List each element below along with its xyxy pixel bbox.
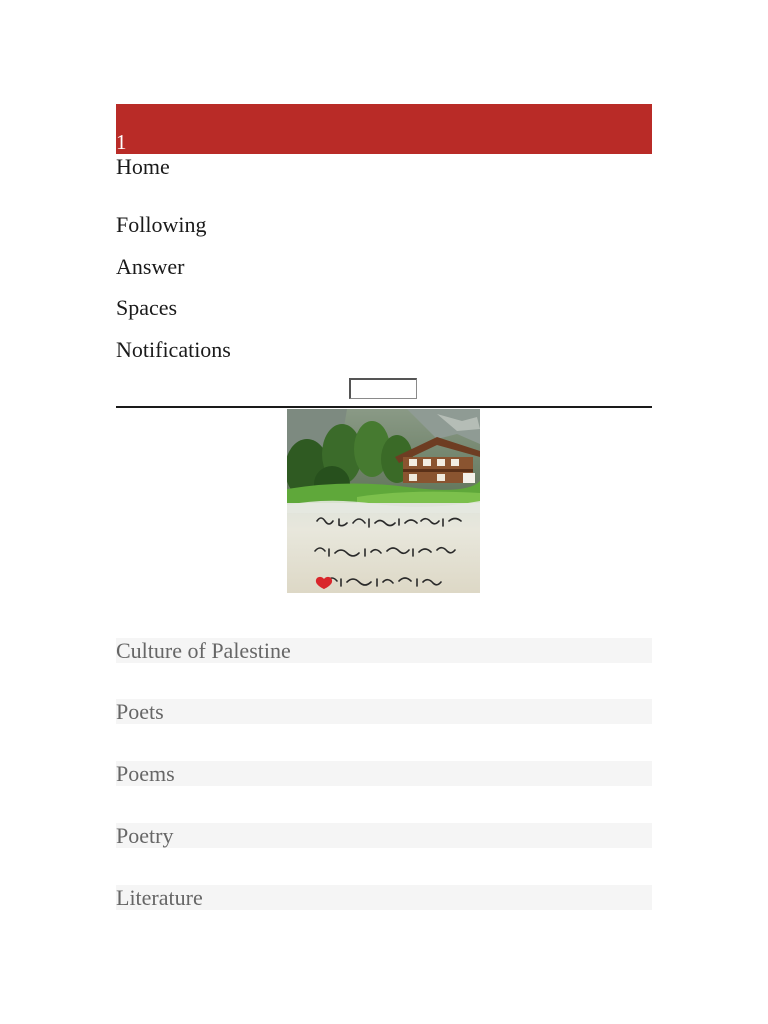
topic-label: Culture of Palestine	[116, 638, 291, 663]
feature-image	[287, 409, 480, 593]
topic-label: Poems	[116, 761, 175, 786]
topic-poets[interactable]	[116, 699, 652, 724]
topic-literature[interactable]	[116, 885, 652, 910]
nav-answer-link[interactable]: Answer	[116, 254, 185, 279]
nav-notifications-link[interactable]: Notifications	[116, 337, 231, 362]
topic-label: Poetry	[116, 823, 174, 848]
topic-poetry[interactable]	[116, 823, 652, 848]
header-divider	[116, 406, 652, 408]
search-input[interactable]	[349, 378, 417, 399]
header-banner	[116, 104, 652, 154]
topic-poems[interactable]	[116, 761, 652, 786]
topic-culture-of-palestine[interactable]	[116, 638, 652, 663]
topic-label: Literature	[116, 885, 203, 910]
topic-label: Poets	[116, 699, 164, 724]
landscape-image	[287, 409, 480, 593]
nav-home-link[interactable]: Home	[116, 154, 170, 179]
nav-following-link[interactable]: Following	[116, 212, 207, 237]
notification-count-badge: 1	[116, 130, 127, 154]
nav-spaces-link[interactable]: Spaces	[116, 295, 178, 320]
